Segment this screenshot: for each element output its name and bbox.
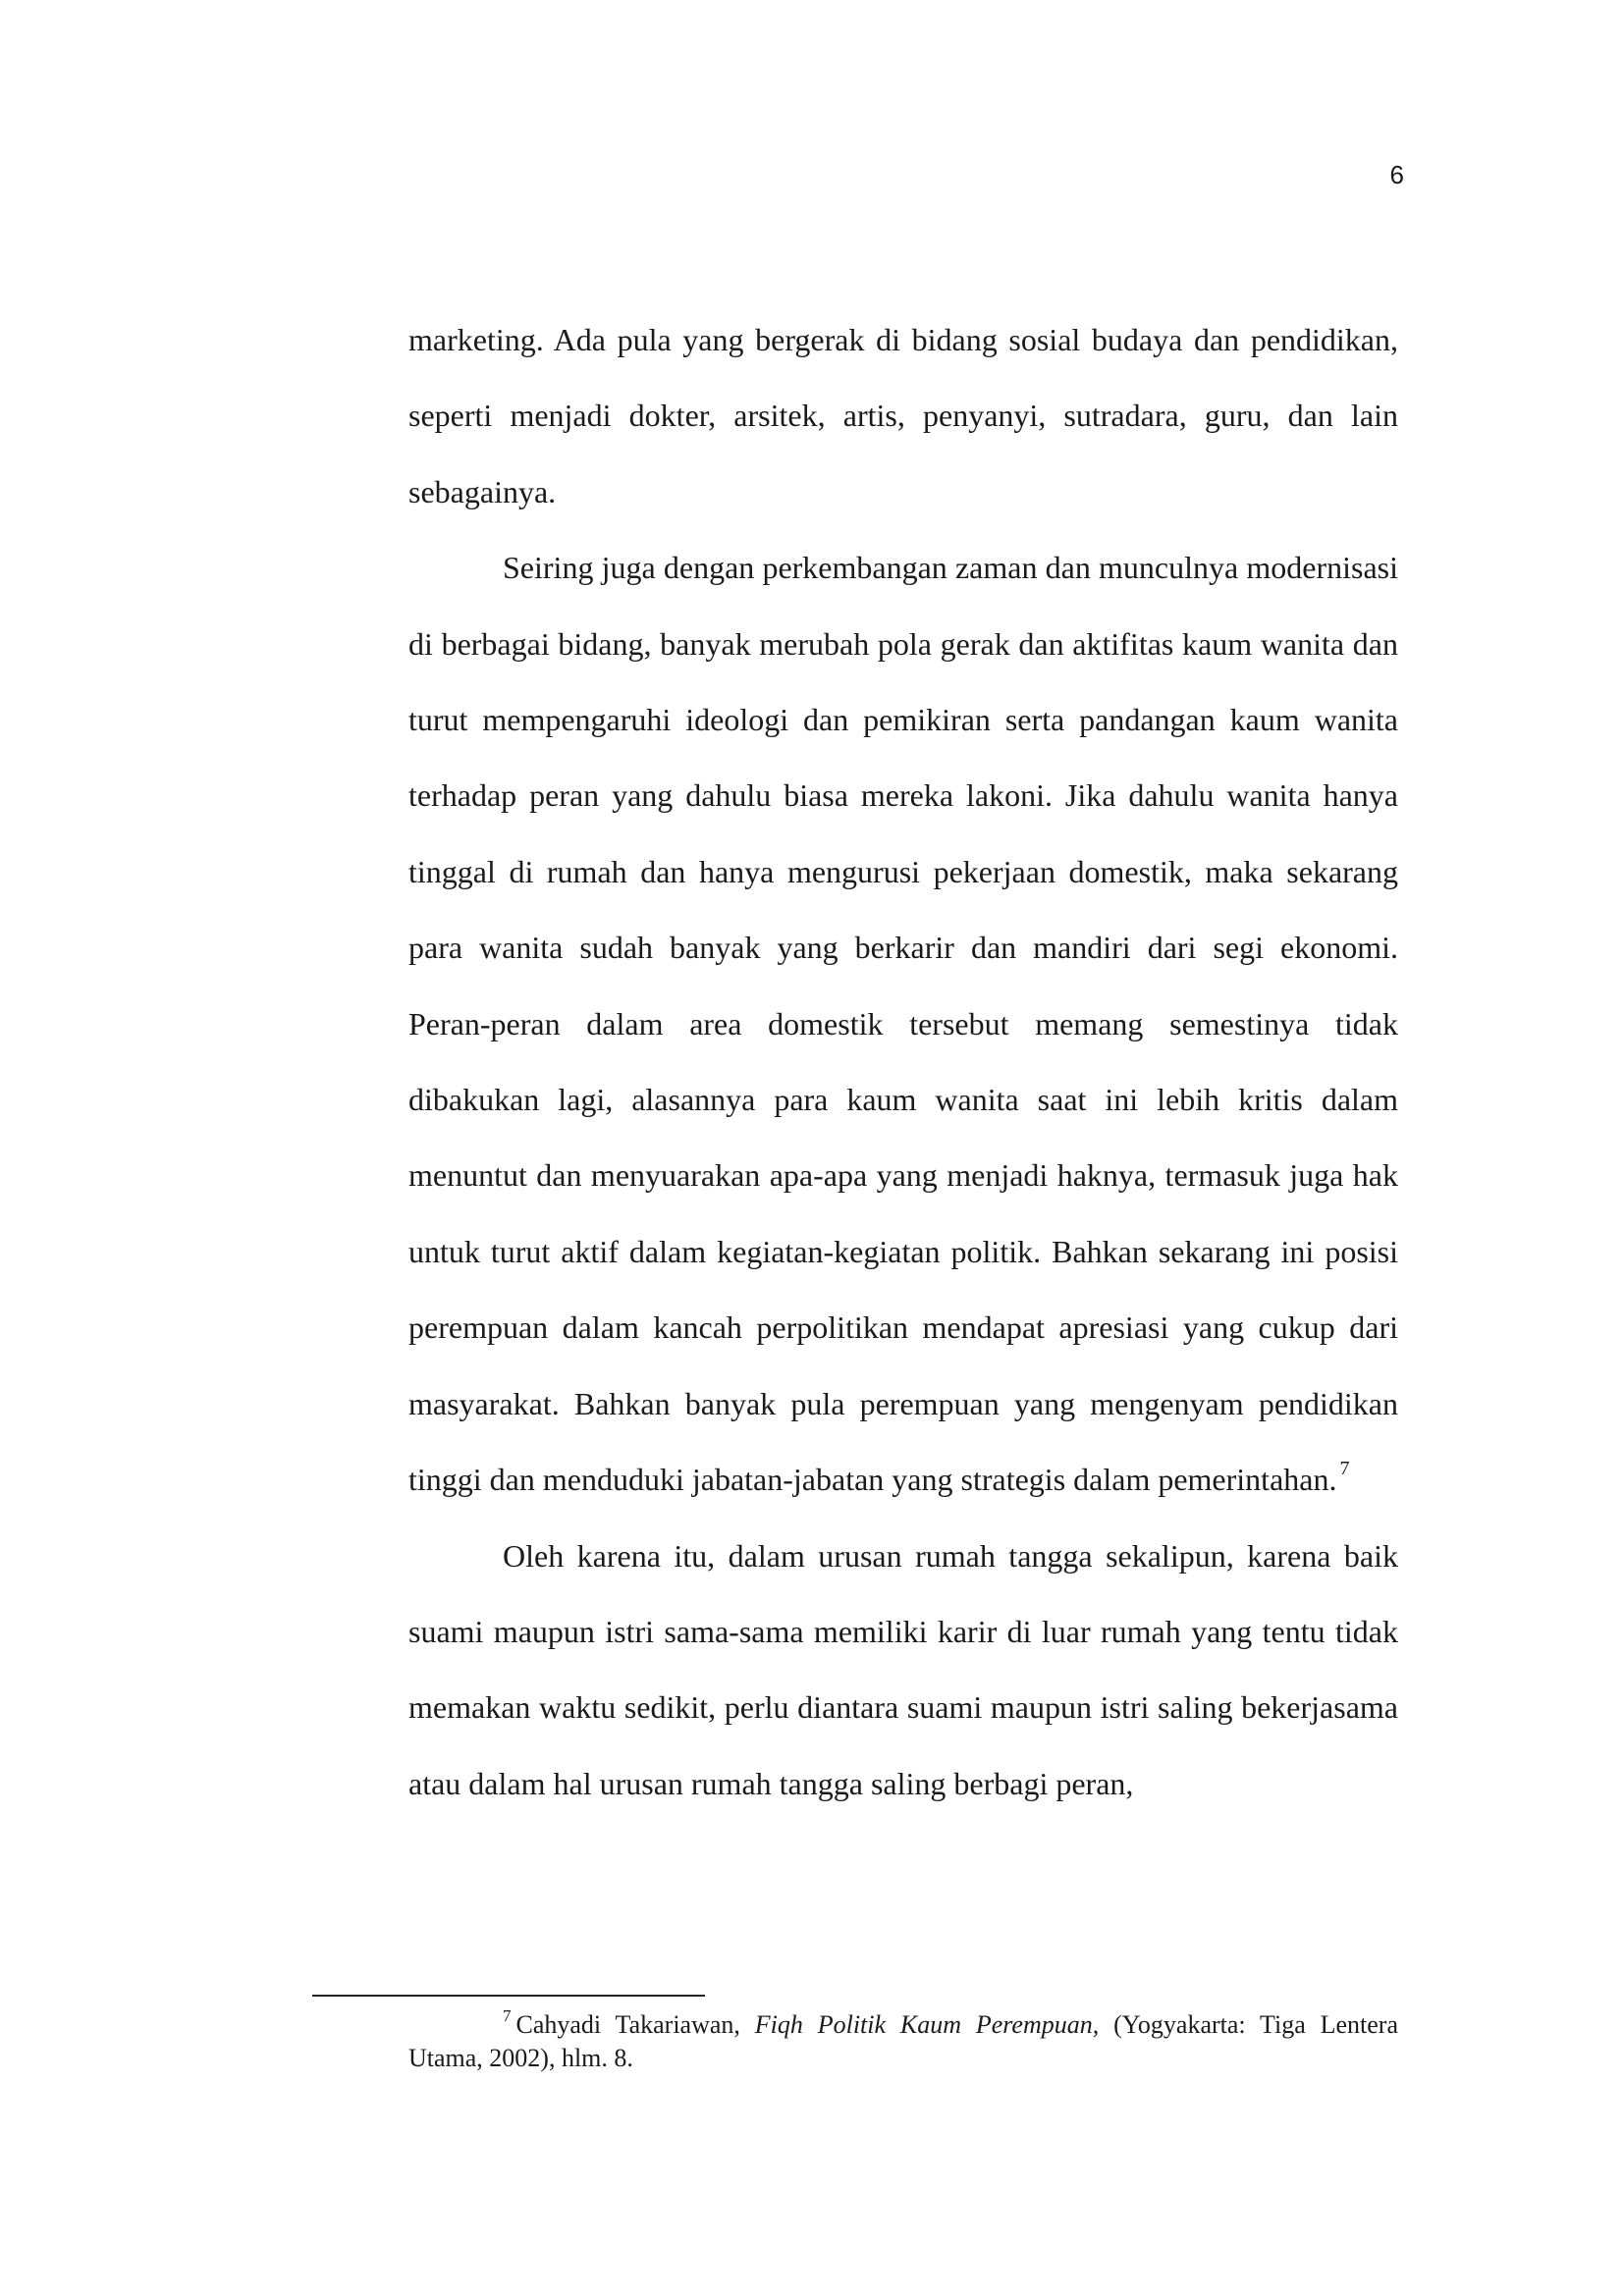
footnote-author: Cahyadi Takariawan,	[515, 2010, 755, 2039]
body-text	[408, 302, 1398, 1822]
footnote	[408, 2008, 1398, 2075]
paragraph-3: Oleh karena itu, dalam urusan rumah tangga sekalipun, karena baik suami maupun istri sama-sama memiliki karir di luar rumah yang tentu tidak memakan waktu sedikit, perlu diantara suami maupun istri saling bekerjasama atau dalam hal urusan rumah tangga saling berbagi peran,	[408, 1537, 1398, 1801]
footnote-reference: 7	[1339, 1458, 1350, 1480]
footnote-title: Fiqh Politik Kaum Perempuan,	[754, 2010, 1100, 2039]
footnote-publication: (Yogyakarta: Tiga Lentera Utama, 2002), hlm. 8.	[408, 2010, 1399, 2072]
page-number: 6	[1389, 160, 1404, 189]
footnote-mark: 7	[503, 2006, 512, 2025]
paragraph-2	[408, 530, 1398, 1518]
paragraph-1: marketing. Ada pula yang bergerak di bidang sosial budaya dan pendidikan, seperti menjadi dokter, arsitek, artis, penyanyi, sutradara, guru, dan lain sebagainya.	[408, 322, 1398, 509]
footnote-separator	[312, 1995, 705, 1997]
paragraph-2-text: Seiring juga dengan perkembangan zaman dan munculnya modernisasi di berbagai bidang, banyak merubah pola gerak dan aktifitas kaum wanita dan turut mempengaruhi ideologi dan pemikiran serta pandangan kaum wanita terhadap peran yang dahulu biasa mereka lakoni. Jika dahulu wanita hanya tinggal di rumah dan hanya mengurusi pekerjaan domestik, maka sekarang para wanita sudah banyak yang berkarir dan mandiri dari segi ekonomi. Peran-peran dalam area domestik tersebut memang semestinya tidak dibakukan lagi, alasannya para kaum wanita saat ini lebih kritis dalam menuntut dan menyuarakan apa-apa yang menjadi haknya, termasuk juga hak untuk turut aktif dalam kegiatan-kegiatan politik. Bahkan sekarang ini posisi perempuan dalam kancah perpolitikan mendapat apresiasi yang cukup dari masyarakat. Bahkan banyak pula perempuan yang mengenyam pendidikan tinggi dan menduduki jabatan-jabatan yang strategis dalam pemerintahan.	[408, 550, 1398, 1498]
